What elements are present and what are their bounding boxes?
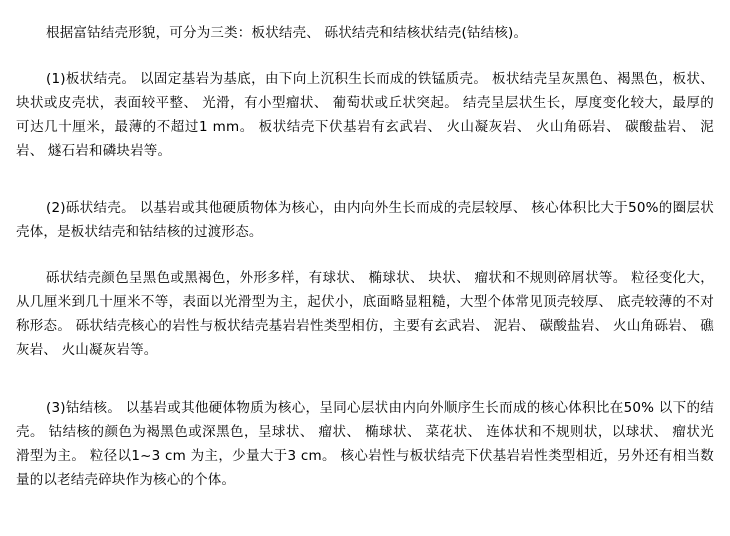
paragraph-plate-crust: (1)板状结壳。 以固定基岩为基底，由下向上沉积生长而成的铁锰质壳。 板状结壳呈灰黑色、褐黑色，板状、 块状或皮壳状，表面较平整、 光滑，有小型瘤状、 葡萄状或丘状突起。 结壳呈层状生长，厚度变化较大，最厚的可达几十厘米，最薄的不超过1 mm。 板状结壳下伏基岩有玄武岩、 火山凝灰岩、 火山角砾岩、 碳酸盐岩、 泥岩、 燧石岩和磷块岩等。 [16,71,714,159]
paragraph-gravel-crust: (2)砾状结壳。 以基岩或其他硬质物体为核心，由内向外生长而成的壳层较厚、 核心体积比大于50%的圈层状壳体，是板状结壳和钴结核的过渡形态。 [16,200,714,240]
paragraph-intro: 根据富钴结壳形貌，可分为三类：板状结壳、 砾状结壳和结核状结壳(钴结核)。 [46,25,528,41]
paragraph-gravel-crust-detail: 砾状结壳颜色呈黑色或黑褐色，外形多样，有球状、 椭球状、 块状、 瘤状和不规则碎屑状等。 粒径变化大，从几厘米到几十厘米不等，表面以光滑型为主，起伏小，底面略显粗糙，大型个体常见顶壳较厚、 底壳较薄的不对称形态。 砾状结壳核心的岩性与板状结壳基岩岩性类型相仿，主要有玄武岩、 泥岩、 碳酸盐岩、 火山角砾岩、 礁灰岩、 火山凝灰岩等。 [16,270,714,358]
paragraph-cobalt-nodule: (3)钴结核。 以基岩或其他硬体物质为核心，呈同心层状由内向外顺序生长而成的核心体积比在50% 以下的结壳。 钴结核的颜色为褐黑色或深黑色，呈球状、 瘤状、 椭球状、 菜花状、 连体状和不规则状，以球状、 瘤状光滑型为主。 粒径以1~3 cm 为主，少量大于3 cm。 核心岩性与板状结壳下伏基岩岩性类型相近，另外还有相当数量的以老结壳碎块作为核心的个体。 [16,400,714,488]
